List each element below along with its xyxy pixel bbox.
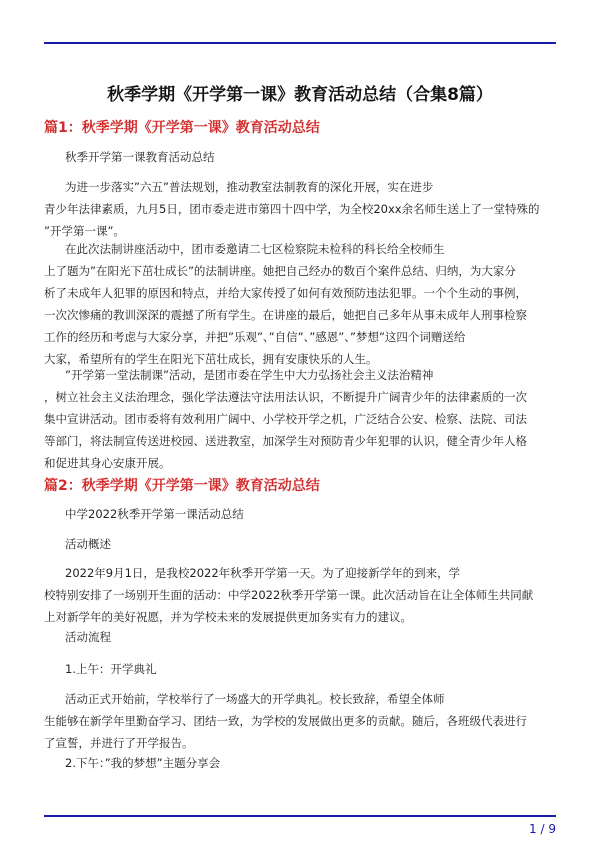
paragraph-line: 校特别安排了一场别开生面的活动：中学2022秋季开学第一课。此次活动旨在让全体师生共同献 <box>44 588 534 602</box>
paragraph-line: ”开学第一课”。 <box>44 224 125 238</box>
paragraph-line: 为进一步落实”六五”普法规划，推动教室法制教育的深化开展，实在进步 <box>65 180 434 194</box>
paragraph-line: 大家，希望所有的学生在阳光下茁壮成长，拥有安康快乐的人生。 <box>44 352 378 366</box>
section2-paragraph-2 <box>44 688 558 754</box>
top-rule <box>44 42 556 44</box>
paragraph-line: 析了未成年人犯罪的原因和特点，并给大家传授了如何有效预防违法犯罪。一个个生动的事例， <box>44 286 527 300</box>
section2-step-1 <box>44 658 558 680</box>
section2-step-2 <box>44 752 558 774</box>
section2-overview-label <box>44 533 558 555</box>
section2-subtitle <box>44 503 558 525</box>
section1-paragraph-2 <box>44 238 558 370</box>
paragraph-line: 上对新学年的美好祝愿，并为学校未来的发展提供更加务实有力的建议。 <box>44 610 412 624</box>
paragraph-line: 生能够在新学年里勤奋学习、团结一致，为学校的发展做出更多的贡献。随后，各班级代表进行 <box>44 714 527 728</box>
section1-subtitle <box>44 146 558 168</box>
paragraph-line: 一次次惨痛的教训深深的震撼了所有学生。在讲座的最后，她把自己多年从事未成年人刑事检察 <box>44 308 527 322</box>
label-line: 活动概述 <box>65 537 111 551</box>
subtitle-line: 中学2022秋季开学第一课活动总结 <box>65 507 244 521</box>
step-line: 2.下午：”我的梦想”主题分享会 <box>65 756 221 770</box>
bottom-rule <box>44 815 556 817</box>
paragraph-line: 青少年法律素质，九月5日，团市委走进市第四十四中学，为全校20xx余名师生送上了一堂特殊的 <box>44 202 540 216</box>
subtitle-line: 秋季开学第一课教育活动总结 <box>65 150 215 164</box>
paragraph-line: 集中宣讲活动。团市委将有效利用广阔中、小学校开学之机，广泛结合公安、检察、法院、司法 <box>44 412 527 426</box>
paragraph-line: 活动正式开始前，学校举行了一场盛大的开学典礼。校长致辞，希望全体师 <box>65 692 445 706</box>
paragraph-line: 2022年9月1日，是我校2022年秋季开学第一天。为了迎接新学年的到来，学 <box>65 566 461 580</box>
section2-heading: 篇2：秋季学期《开学第一课》教育活动总结 <box>44 478 320 494</box>
section1-heading: 篇1：秋季学期《开学第一课》教育活动总结 <box>44 120 320 136</box>
section2-paragraph-1 <box>44 562 558 628</box>
section2-flow-label <box>44 626 558 648</box>
paragraph-line: 在此次法制讲座活动中，团市委邀请二七区检察院未检科的科长给全校师生 <box>65 242 445 256</box>
paragraph-line: 上了题为”在阳光下茁壮成长”的法制讲座。她把自己经办的数百个案件总结、归纳，为大家分 <box>44 264 516 278</box>
paragraph-line: ，树立社会主义法治理念，强化学法遵法守法用法认识，不断提升广阔青少年的法律素质的一次 <box>44 390 527 404</box>
section1-paragraph-1 <box>44 176 558 242</box>
paragraph-line: ”开学第一堂法制课”活动，是团市委在学生中大力弘扬社会主义法治精神 <box>65 368 434 382</box>
paragraph-line: 等部门，将法制宣传送进校园、送进教室，加深学生对预防青少年犯罪的认识，健全青少年人格 <box>44 434 527 448</box>
step-line: 1.上午：开学典礼 <box>65 662 157 676</box>
page-number: 1 / 9 <box>529 822 556 836</box>
label-line: 活动流程 <box>65 630 111 644</box>
paragraph-line: 和促进其身心安康开展。 <box>44 456 171 470</box>
paragraph-line: 了宣誓，并进行了开学报告。 <box>44 736 194 750</box>
document-title: 秋季学期《开学第一课》教育活动总结（合集8篇） <box>107 85 493 105</box>
paragraph-line: 工作的经历和考虑与大家分享，并把”乐观”、”自信”、”感恩”、”梦想”这四个词赠送给 <box>44 330 466 344</box>
section1-paragraph-3 <box>44 364 558 474</box>
